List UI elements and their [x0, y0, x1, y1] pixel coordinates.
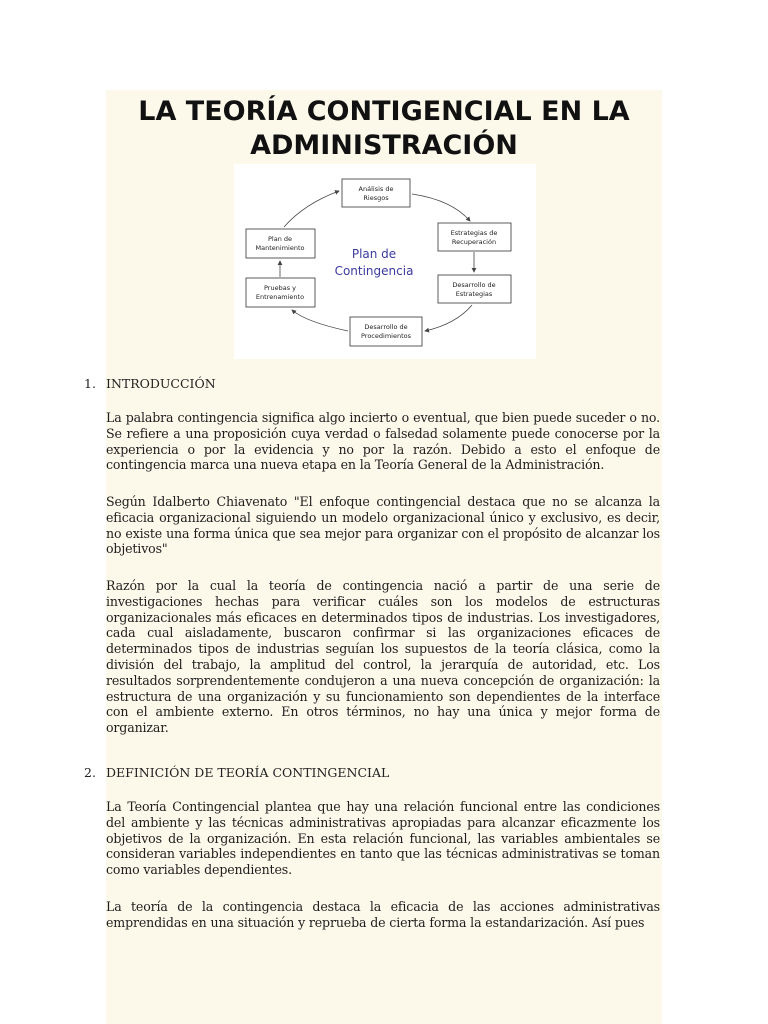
node-estrategias-rec-line1: Estrategias de	[450, 229, 498, 237]
center-label-line2: Contingencia	[334, 264, 414, 278]
paragraph-definicion-2: La teoría de la contingencia destaca la eficacia de las acciones administrativas emprendidas en una situación y reprueba de cierta forma la estandarización. Así pues	[106, 899, 660, 930]
node-pruebas-line2: Entrenamiento	[255, 293, 305, 301]
node-pruebas	[246, 278, 315, 307]
node-analisis-line2: Riesgos	[363, 194, 389, 202]
section-heading-definicion: 2. DEFINICIÓN DE TEORÍA CONTINGENCIAL	[84, 765, 390, 780]
node-analisis	[342, 179, 410, 207]
node-mantenimiento	[246, 229, 315, 258]
node-desarrollo-est-line2: Estrategias	[455, 290, 493, 298]
node-desarrollo-proc-line2: Procedimientos	[361, 332, 411, 340]
page-title: LA TEORÍA CONTIGENCIAL EN LA ADMINISTRACIÓN	[138, 96, 630, 161]
paragraph-intro-2: Según Idalberto Chiavenato "El enfoque contingencial destaca que no se alcanza la eficacia organizacional siguiendo un modelo organizacional único y exclusivo, es decir, no existe una forma única que sea mejor para organizar con el propósito de alcanzar los objetivos"	[106, 494, 660, 557]
node-desarrollo-proc-line1: Desarrollo de	[364, 323, 408, 331]
node-pruebas-line1: Pruebas y	[263, 284, 297, 292]
node-desarrollo-est-line1: Desarrollo de	[452, 281, 496, 289]
paragraph-intro-1: La palabra contingencia significa algo incierto o eventual, que bien puede suceder o no. Se refiere a una proposición cuya verdad o falsedad solamente puede conocerse por la experiencia o por la evidencia y no por la razón. Debido a esto el enfoque de contingencia marca una nueva etapa en la Teoría General de la Administración.	[106, 410, 660, 473]
node-desarrollo-procedimientos	[350, 317, 422, 346]
node-mantenimiento-line1: Plan de	[267, 235, 293, 243]
paragraph-intro-3: Razón por la cual la teoría de contingencia nació a partir de una serie de investigaciones hechas para verificar cuáles son los modelos de estructuras organizacionales más eficaces en determinados tipos de industrias. Los investigadores, cada cual aisladamente, buscaron confirmar si las organizaciones eficaces de determinados tipos de industrias seguían los supuestos de la teoría clásica, como la división del trabajo, la amplitud del control, la jerarquía de autoridad, etc. Los resultados sorprendentemente condujeron a una nueva concepción de organización: la estructura de una organización y su funcionamiento son dependientes de la interface con el ambiente externo. En otros términos, no hay una única y mejor forma de organizar.	[106, 578, 660, 736]
node-desarrollo-estrategias	[438, 275, 511, 303]
node-mantenimiento-line2: Mantenimiento	[255, 244, 305, 252]
node-estrategias-recuperacion	[438, 223, 511, 251]
node-analisis-line1: Análisis de	[358, 185, 394, 193]
section-heading-intro: 1. INTRODUCCIÓN	[84, 376, 216, 391]
paragraph-definicion-1: La Teoría Contingencial plantea que hay una relación funcional entre las condiciones del ambiente y las técnicas administrativas apropiadas para alcanzar eficazmente los objetivos de la organización. En esta relación funcional, las variables ambientales se consideran variables independientes en tanto que las técnicas administrativas se toman como variables dependientes.	[106, 799, 660, 878]
center-label-line1: Plan de	[351, 247, 397, 261]
node-estrategias-rec-line2: Recuperación	[451, 238, 497, 246]
contingency-plan-diagram	[234, 164, 536, 359]
